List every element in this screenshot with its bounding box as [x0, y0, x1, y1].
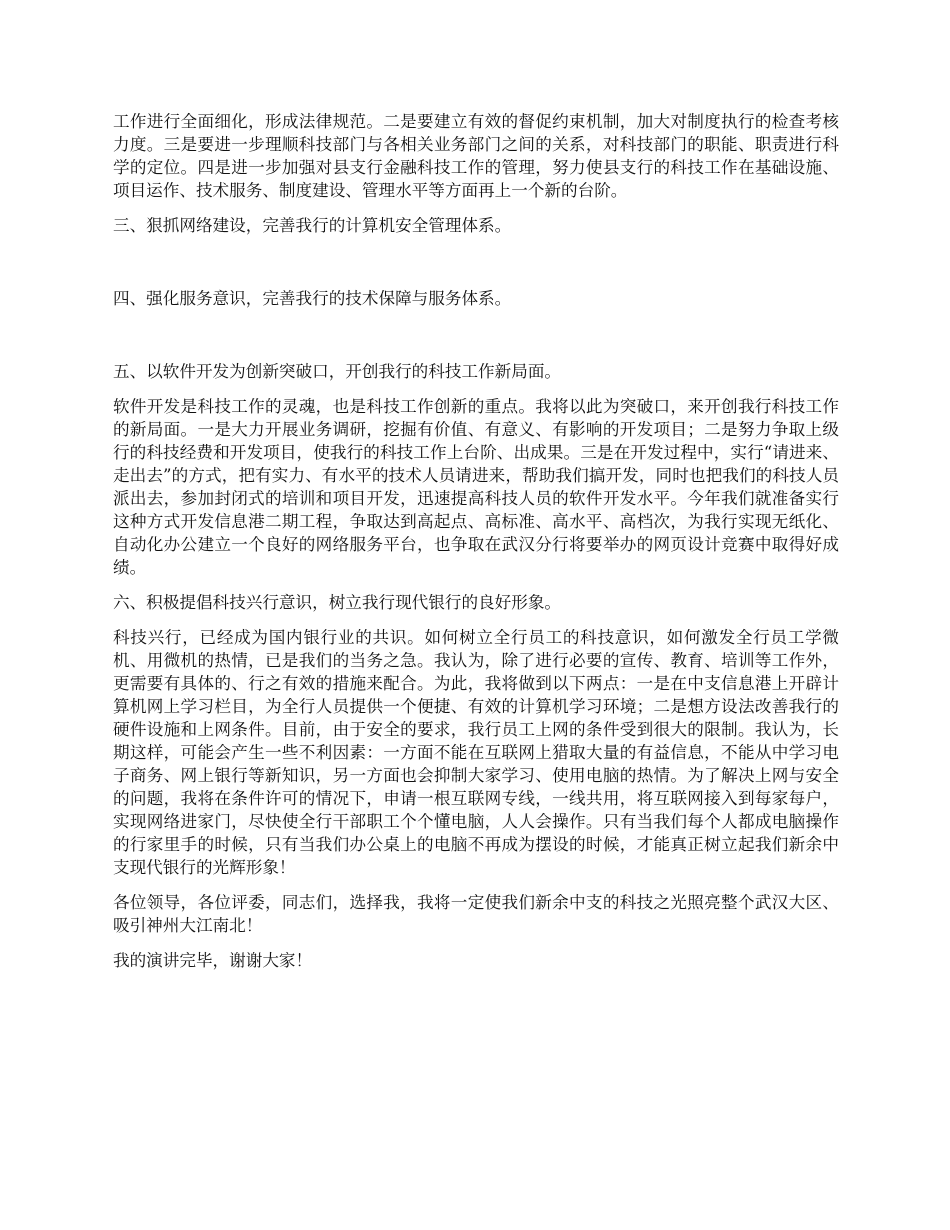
heading-section-six: 六、积极提倡科技兴行意识，树立我行现代银行的良好形象。: [113, 593, 562, 612]
paragraph-closing: 我的演讲完毕，谢谢大家！: [113, 951, 313, 970]
paragraph-tech-promotion: 科技兴行，已经成为国内银行业的共识。如何树立全行员工的科技意识，如何激发全行员工学微机、用微机的热情，已是我们的当务之急。我认为，除了进行必要的宣传、教育、培训等工作外，更需要有具体的、行之有效的措施来配合。为此，我将做到以下两点：一是在中支信息港上开辟计算机网上学习栏目，为全行人员提供一个便捷、有效的计算机学习环境；二是想方设法改善我行的硬件设施和上网条件。目前，由于安全的要求，我行员工上网的条件受到很大的限制。我认为，长期这样，可能会产生一些不利因素：一方面不能在互联网上猎取大量的有益信息，不能从中学习电子商务、网上银行等新知识，另一方面也会抑制大家学习、使用电脑的热情。为了解决上网与安全的问题，我将在条件许可的情况下，申请一根互联网专线，一线共用，将互联网接入到每家每户，实现网络进家门，尽快使全行干部职工个个懂电脑，人人会操作。只有当我们每个人都成电脑操作的行家里手的时候，只有当我们办公桌上的电脑不再成为摆设的时候，才能真正树立起我们新余中支现代银行的光辉形象！: [113, 628, 839, 877]
paragraph-software-development: 软件开发是科技工作的灵魂，也是科技工作创新的重点。我将以此为突破口，来开创我行科技工作的新局面。一是大力开展业务调研，挖掘有价值、有意义、有影响的开发项目；二是努力争取上级行的科技经费和开发项目，使我行的科技工作上台阶、出成果。三是在开发过程中，实行“请进来、走出去”的方式，把有实力、有水平的技术人员请进来，帮助我们搞开发，同时也把我们的科技人员派出去，参加封闭式的培训和项目开发，迅速提高科技人员的软件开发水平。今年我们就准备实行这种方式开发信息港二期工程，争取达到高起点、高标准、高水平、高档次，为我行实现无纸化、自动化办公建立一个良好的网络服务平台，也争取在武汉分行将要举办的网页设计竞赛中取得好成绩。: [113, 397, 839, 577]
heading-section-four: 四、强化服务意识，完善我行的技术保障与服务体系。: [113, 289, 512, 308]
document-page: [113, 110, 839, 984]
paragraph-system-building: 工作进行全面细化，形成法律规范。二是要建立有效的督促约束机制，加大对制度执行的检查考核力度。三是要进一步理顺科技部门与各相关业务部门之间的关系，对科技部门的职能、职责进行科学的定位。四是进一步加强对县支行金融科技工作的管理，努力使县支行的科技工作在基础设施、项目运作、技术服务、制度建设、管理水平等方面再上一个新的台阶。: [113, 112, 839, 200]
heading-section-five: 五、以软件开发为创新突破口，开创我行的科技工作新局面。: [113, 362, 562, 381]
heading-section-three: 三、狠抓网络建设，完善我行的计算机安全管理体系。: [113, 216, 512, 235]
paragraph-appeal: 各位领导，各位评委，同志们，选择我，我将一定使我们新余中支的科技之光照亮整个武汉大区、吸引神州大江南北！: [113, 893, 839, 935]
